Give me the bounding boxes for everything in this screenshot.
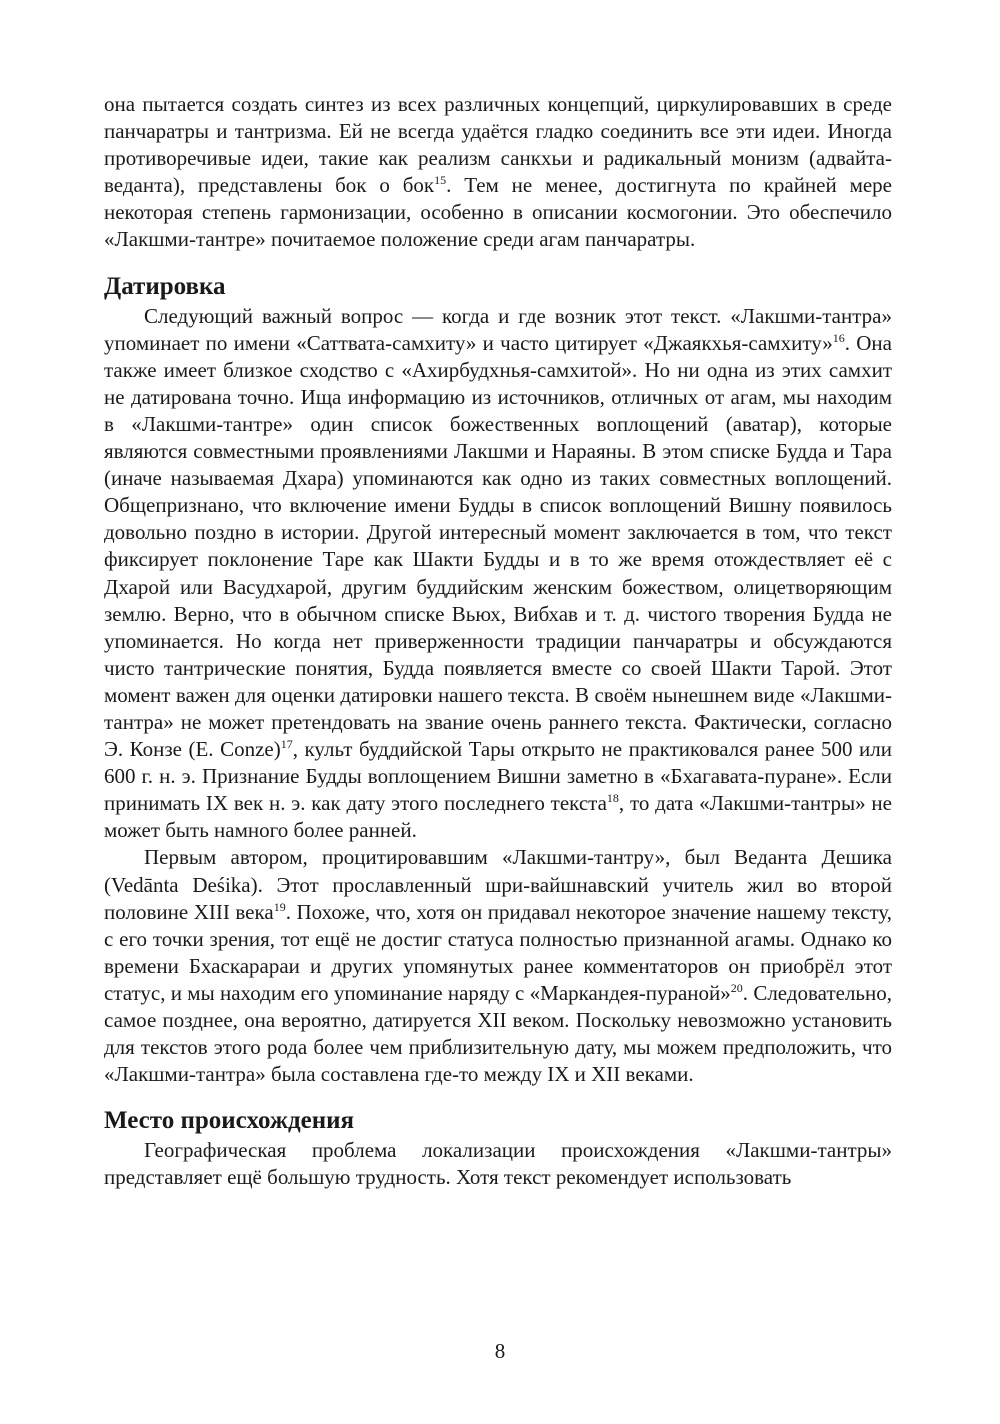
paragraph-dating-2 (104, 844, 892, 1088)
section-heading-dating: Датировка (104, 272, 226, 300)
footnote-ref[interactable]: 18 (606, 791, 619, 806)
text-run: . Тем не менее, достигнута по крайней мере некоторая степень гармонизации, особенно в описании космогонии. Это обеспечило «Лакшми-тантре» почитаемое положение среди агам панчаратры. (104, 173, 893, 252)
page-number: 8 (494, 1339, 506, 1363)
text-run: Первым автором, процитировавшим «Лакшми-тантру», был Веданта Дешика (Vedānta Deśika). Этот прославленный шри-вайшнавский учитель жил во второй половине XIII века (104, 845, 892, 924)
footnote-ref[interactable]: 15 (434, 173, 447, 188)
footnote-ref[interactable]: 16 (832, 330, 845, 345)
text-run: она пытается создать синтез из всех различных концепций, циркулировавших в среде панчаратры и тантризма. Ей не всегда удаётся гладко соединить все эти идеи. Иногда противоречивые идеи, такие как реализм санкхьи и радикальный монизм (адвайта-веданта), представлены бок о бок (104, 92, 892, 198)
text-run: , культ буддийской Тары открыто не практиковался ранее 500 или 600 г. н. э. Признание Будды воплощением Вишни заметно в «Бхагавата-пуране». Если принимать IX век н. э. как дату этого последнего текста (104, 737, 892, 816)
paragraph-intro (104, 91, 892, 254)
text-run: Следующий важный вопрос — когда и где возник этот текст. «Лакшми-тантра» упоминает по имени «Саттвата-самхиту» и часто цитирует «Джаякхья-самхиту» (104, 303, 892, 355)
section-heading-origin: Место происхождения (104, 1107, 355, 1135)
text-run: . Похоже, что, хотя он придавал некоторое значение нашему тексту, с его точки зрения, тот ещё не достиг статуса полностью признанной агамы. Однако ко времени Бхаскарараи и других упомянутых ранее комментаторов он приобрёл этот статус, и мы находим его упоминание наряду с «Маркандея-пураной» (104, 899, 893, 1005)
text-run: , то дата «Лакшми-тантры» не может быть намного более ранней. (104, 791, 892, 843)
text-run: . Следовательно, самое позднее, она вероятно, датируется XII веком. Поскольку невозможно установить для текстов этого рода более чем приблизительную дату, мы можем предположить, что «Лакшми-тантра» была составлена где-то между IX и XII веками. (104, 980, 892, 1087)
text-run: . Она также имеет близкое сходство с «Ахирбудхнья-самхитой». Но ни одна из этих самхит не датирована точно. Ища информацию из источников, отличных от агам, мы находим в «Лакшми-тантре» один список божественных воплощений (аватар), которые являются совместными проявлениями Лакшми и Нараяны. В этом списке Будда и Тара (иначе называемая Дхара) упоминаются как одно из таких совместных воплощений. Общепризнано, что включение имени Будды в список воплощений Вишну появилось довольно поздно в истории. Другой интересный момент заключается в том, что текст фиксирует поклонение Таре как Шакти Будды и в то же время отождествляет её с Дхарой или Васудхарой, другим буддийским женским божеством, олицeтворяющим землю. Верно, что в обычном списке Вьюх, Вибхав и т. д. чистого творения Будда не упоминается. Но когда нет приверженности традиции панчаратры и обсуждаются чисто тантрические понятия, Будда появляется вместе со своей Шакти Тарой. Этот момент важен для оценки датировки нашего текста. В своём нынешнем виде «Лакшми-тантра» не может претендовать на звание очень раннего текста. Фактически, согласно Э. Конзе (E. Conze) (104, 330, 892, 762)
text-run: Географическая проблема локализации происхождения «Лакшми-тантры» представляет ещё большую трудность. Хотя текст рекомендует использовать (104, 1138, 892, 1190)
page-content (104, 91, 892, 1191)
footnote-ref[interactable]: 19 (273, 899, 286, 914)
footnote-ref[interactable]: 17 (280, 737, 293, 752)
footnote-ref[interactable]: 20 (730, 980, 743, 995)
paragraph-dating-1 (104, 303, 892, 845)
paragraph-origin (104, 1137, 892, 1191)
